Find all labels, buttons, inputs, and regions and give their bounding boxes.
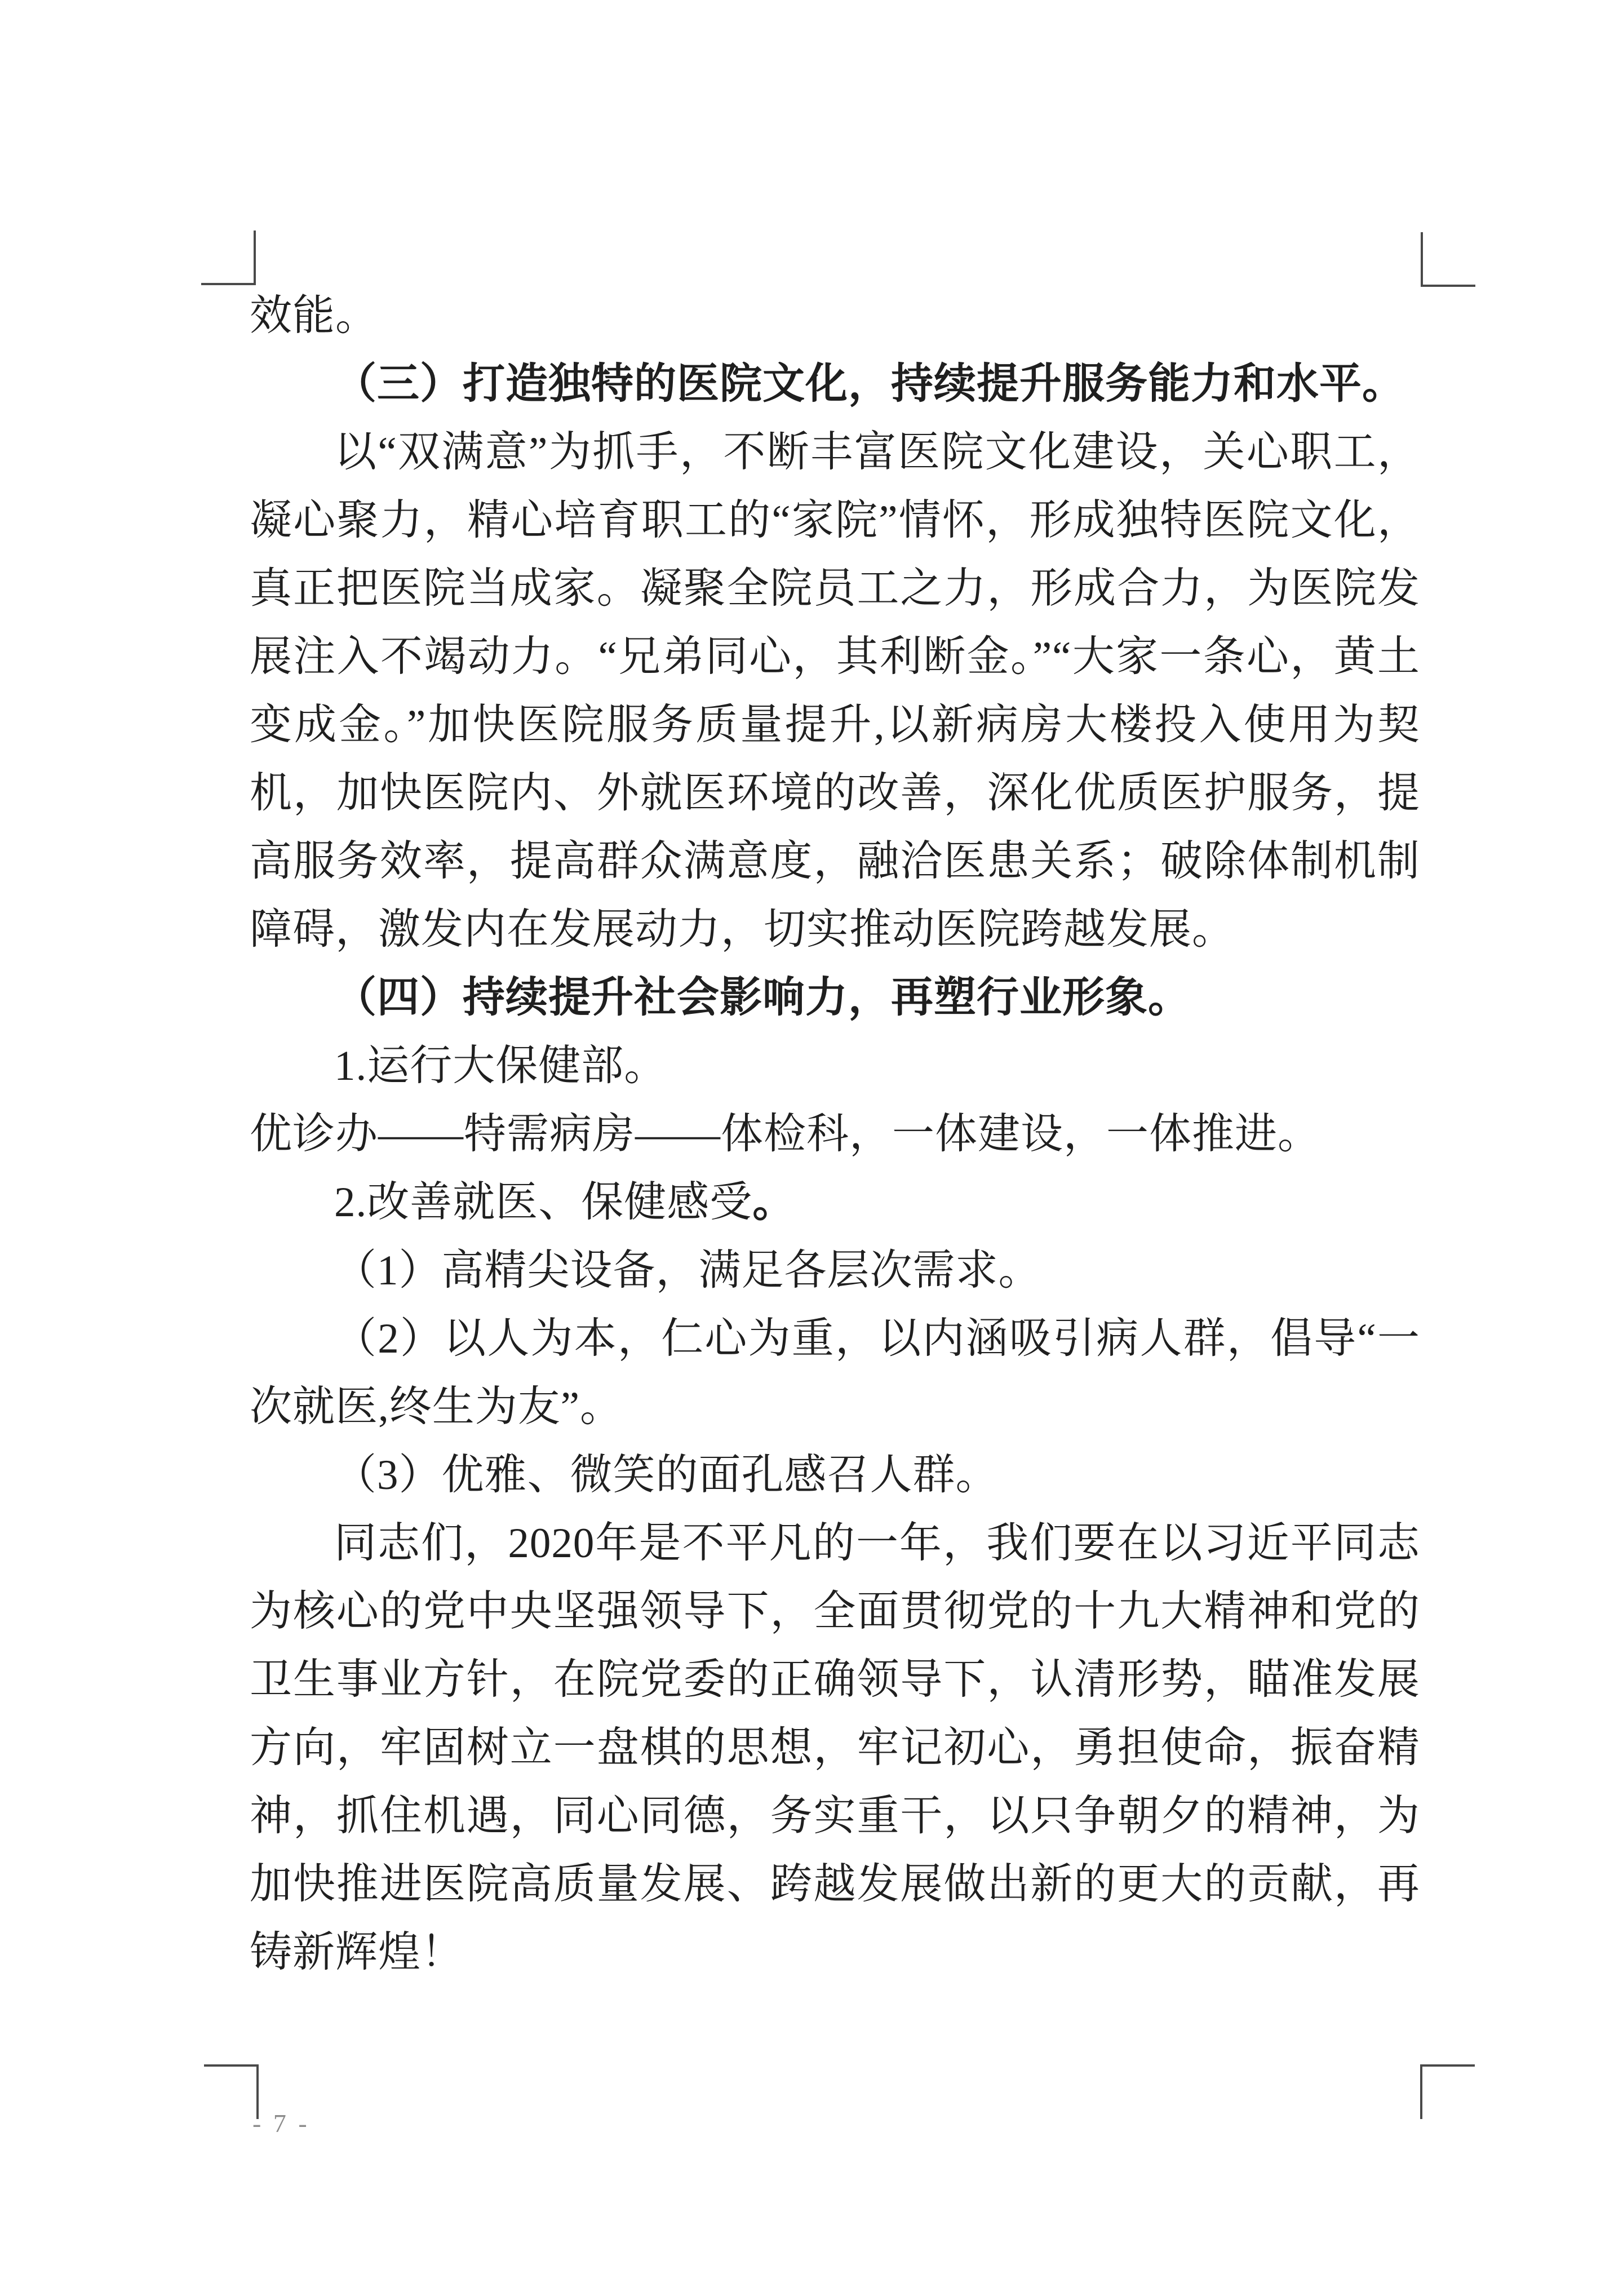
layout-corner-mark-bottom-right	[1420, 2064, 1475, 2119]
paragraph-closing: 同志们，2020年是不平凡的一年，我们要在以习近平同志为核心的党中央坚强领导下，全面贯彻党的十九大精神和党的卫生事业方针，在院党委的正确领导下，认清形势，瞄准发展方向，牢固树立一盘棋的思想，牢记初心，勇担使命，振奋精神，抓住机遇，同心同德，务实重干，以只争朝夕的精神，为加快推进医院高质量发展、跨越发展做出新的更大的贡献，再铸新辉煌！	[250, 1520, 1420, 1976]
section-heading-three: （三）打造独特的医院文化，持续提升服务能力和水平。	[334, 361, 1405, 407]
layout-corner-mark-top-left	[201, 231, 256, 285]
layout-corner-mark-top-right	[1421, 232, 1475, 287]
document-body	[250, 282, 1420, 1987]
list-item-2	[250, 1168, 1420, 1236]
sub-item-1: （1）高精尖设备，满足各层次需求。	[334, 1247, 1041, 1294]
paragraph-hospital-culture: 以“双满意”为抓手，不断丰富医院文化建设，关心职工，凝心聚力，精心培育职工的“家院”情怀，形成独特医院文化，真正把医院当成家。凝聚全院员工之力，形成合力，为医院发展注入不竭动力。“兄弟同心，其利断金。”“大家一条心，黄土变成金。”加快医院服务质量提升,以新病房大楼投入使用为契机，加快医院内、外就医环境的改善，深化优质医护服务，提高服务效率，提高群众满意度，融洽医患关系；破除体制机制障碍，激发内在发展动力，切实推动医院跨越发展。	[250, 429, 1420, 953]
section-heading-four: （四）持续提升社会影响力，再塑行业形象。	[334, 974, 1191, 1021]
list-item-2-text: 2.改善就医、保健感受	[334, 1179, 753, 1226]
list-item-1: 1.运行大保健部。	[334, 1043, 667, 1089]
paragraph-carryover: 效能。	[250, 292, 379, 339]
list-item-1-detail: 优诊办——特需病房——体检科，一体建设，一体推进。	[250, 1111, 1321, 1158]
sub-item-3: （3）优雅、微笑的面孔感召人群。	[334, 1452, 999, 1499]
sub-item-2: （2）以人为本，仁心为重，以内涵吸引病人群，倡导“一次就医,终生为友”。	[250, 1315, 1420, 1430]
layout-corner-mark-bottom-left	[204, 2064, 259, 2119]
list-item-2-bold-period: 。	[752, 1179, 796, 1226]
page-number: - 7 -	[252, 2109, 310, 2138]
